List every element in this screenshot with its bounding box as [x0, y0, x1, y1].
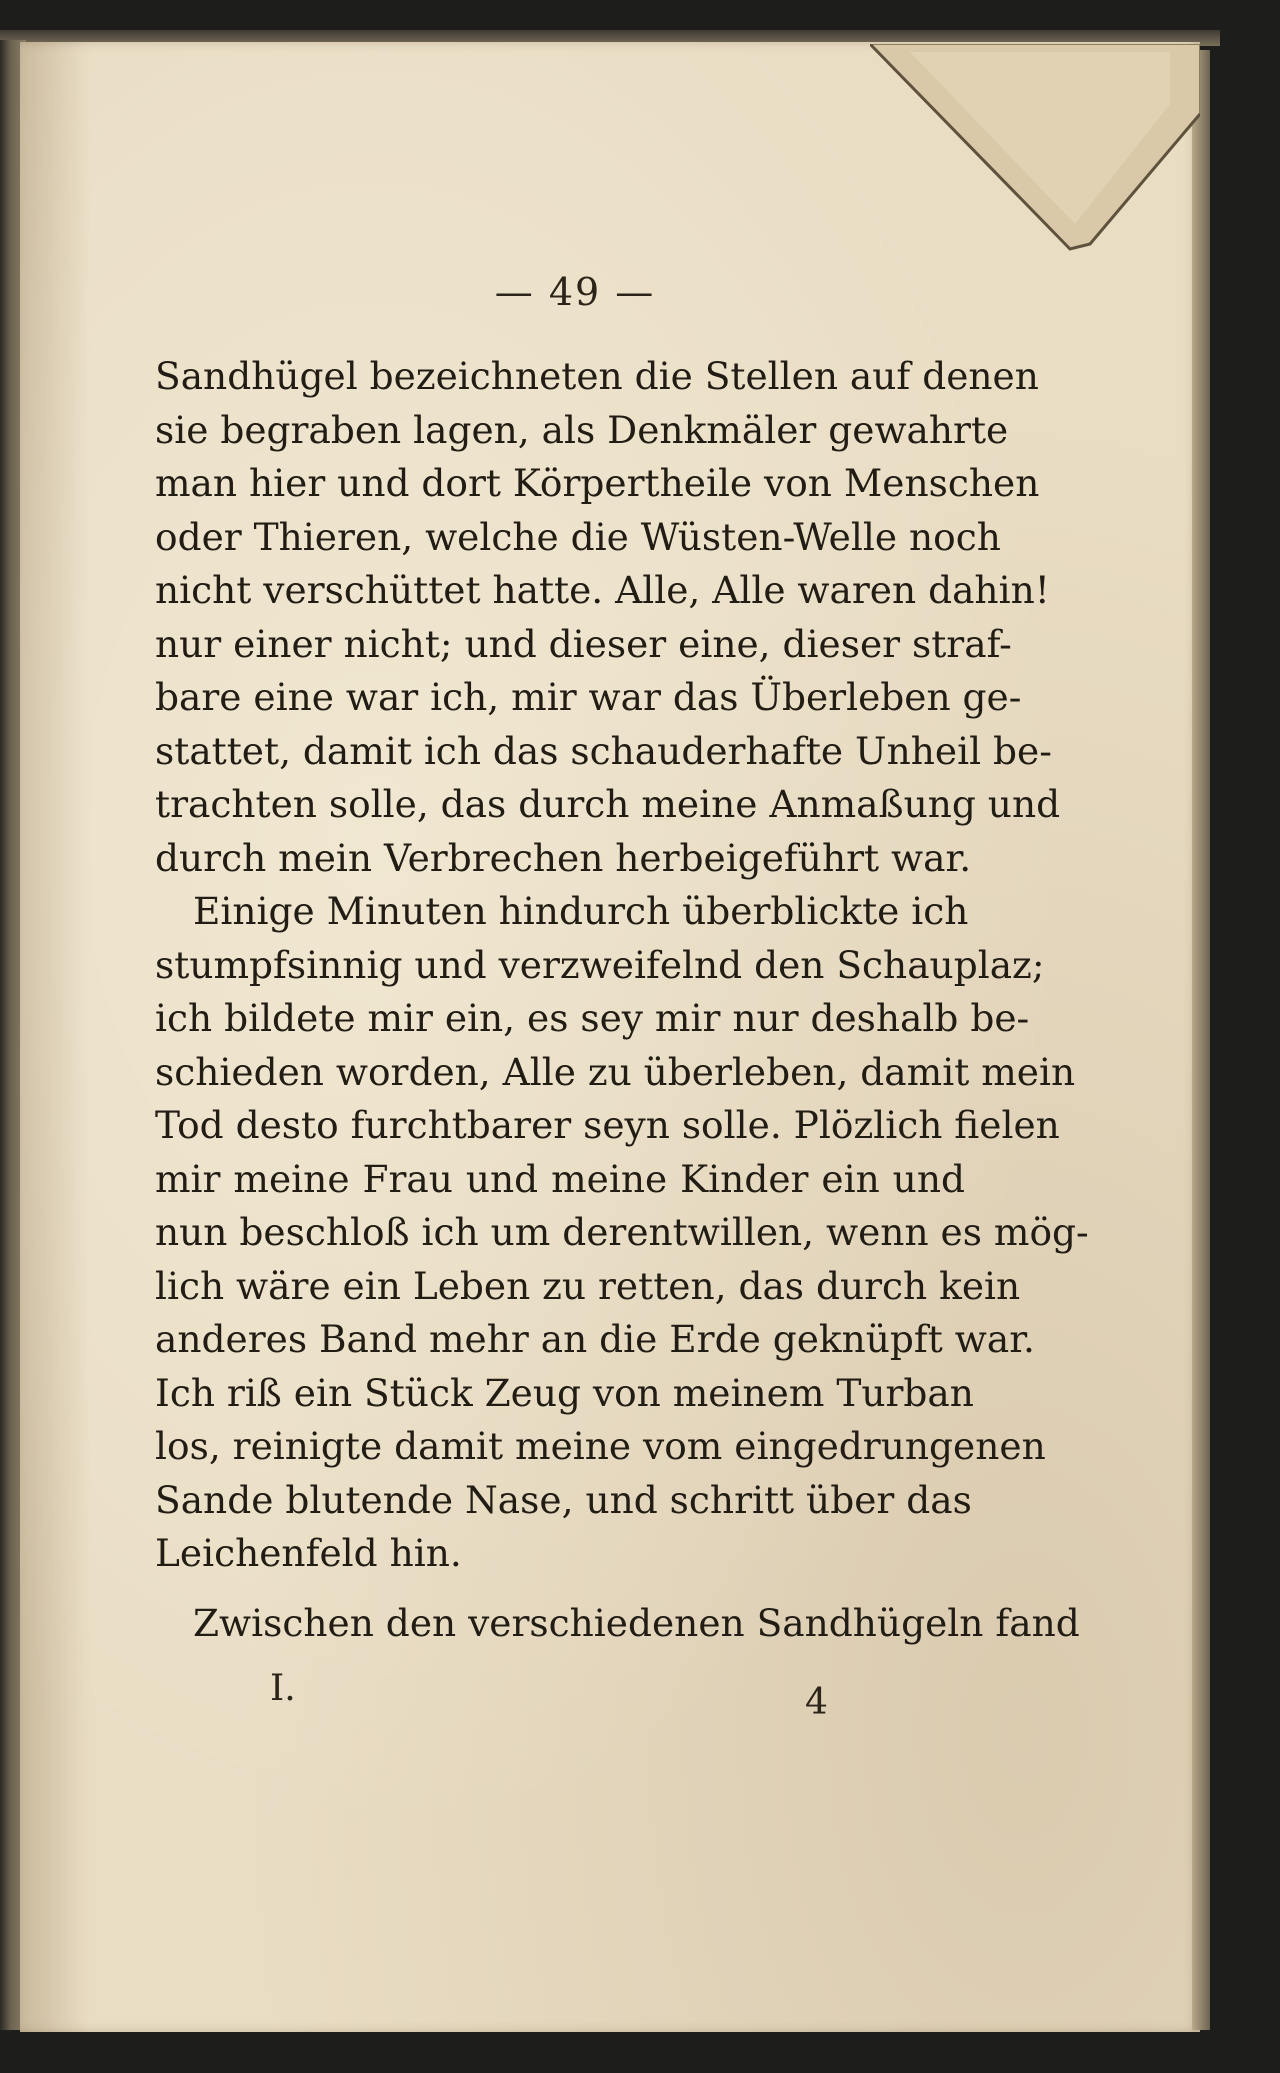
text-line: durch mein Verbrechen herbeigeführt war. — [155, 835, 972, 880]
text-line: anderes Band mehr an die Erde geknüpft war. — [155, 1317, 1035, 1361]
text-line: Zwischen den verschiedenen Sandhügeln fand — [193, 1600, 1080, 1645]
text-line: Sandhügel bezeichneten die Stellen auf denen — [155, 354, 1039, 398]
page-fore-edge — [1192, 50, 1210, 2030]
folded-corner-icon — [870, 44, 1200, 294]
text-line: man hier und dort Körpertheile von Menschen — [155, 461, 1040, 505]
text-line: stumpfsinnig und verzweifelnd den Schauplaz; — [155, 942, 1045, 987]
page-header: — 49 — — [494, 270, 656, 314]
text-line: bare eine war ich, mir war das Überleben ge- — [155, 675, 1022, 719]
text-line: los, reinigte damit meine vom eingedrungenen — [155, 1424, 1046, 1468]
text-line: lich wäre ein Leben zu retten, das durch kein — [155, 1263, 1021, 1308]
text-line: Tod desto furchtbarer seyn solle. Plözlich fielen — [155, 1103, 1060, 1147]
text-line: Einige Minuten hindurch überblickte ich — [193, 889, 969, 933]
text-line: trachten solle, das durch meine Anmaßung und — [155, 782, 1061, 826]
text-line: stattet, damit ich das schauderhafte Unheil be- — [155, 728, 1052, 773]
text-line: ich bildete mir ein, es sey mir nur deshalb be- — [155, 996, 1030, 1040]
text-line: schieden worden, Alle zu überleben, damit mein — [155, 1049, 1076, 1094]
signature-mark: I. — [270, 1668, 296, 1709]
text-line: oder Thieren, welche die Wüsten-Welle noch — [155, 514, 1001, 559]
text-line: sie begraben lagen, als Denkmäler gewahrte — [155, 407, 1009, 452]
text-line: mir meine Frau und meine Kinder ein und — [155, 1156, 965, 1201]
text-line: nur einer nicht; und dieser eine, dieser straf- — [155, 621, 1012, 666]
text-line: Sande blutende Nase, und schritt über das — [155, 1477, 972, 1522]
text-line: Ich riß ein Stück Zeug von meinem Turban — [155, 1370, 974, 1415]
text-line: nun beschloß ich um derentwillen, wenn es mög- — [155, 1210, 1089, 1254]
text-line: Leichenfeld hin. — [155, 1531, 462, 1575]
body-text — [155, 350, 1089, 1650]
text-line: nicht verschüttet hatte. Alle, Alle waren dahin! — [155, 568, 1050, 612]
sheet-number: 4 — [805, 1682, 828, 1723]
